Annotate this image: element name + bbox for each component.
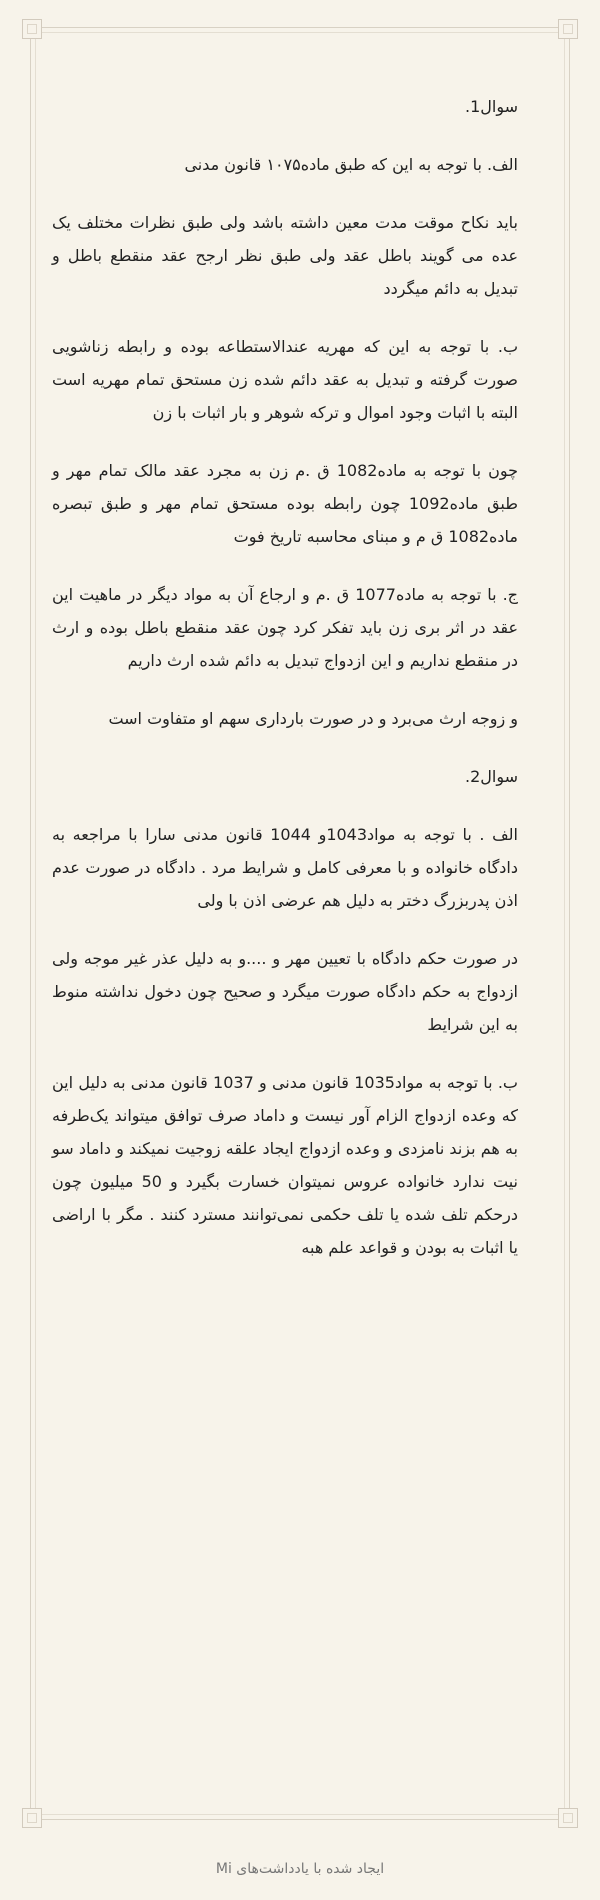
- note-paragraph: چون با توجه به ماده1082 ق .م زن به مجرد عقد مالک تمام مهر و طبق ماده1092 چون رابطه بوده مستحق تمام مهر و طبق تبصره ماده1082 ق م و مبنای محاسبه تاریخ فوت: [52, 461, 518, 546]
- corner-ornament-bottom-left: [22, 1808, 42, 1828]
- footer-created-with: ایجاد شده با یادداشت‌های Mi: [215, 1861, 385, 1877]
- note-paragraph: ب. با توجه به این که مهریه عندالاستطاعه بوده و رابطه زناشویی صورت گرفته و تبدیل به عقد دائم شده زن مستحق تمام مهریه است البته با اثبات وجود اموال و ترکه شوهر و بار اثبات با زن: [52, 337, 518, 422]
- note-paragraph: الف. با توجه به این که طبق ماده۱۰۷۵ قانون مدنی: [184, 155, 518, 174]
- question-2-heading: سوال2.: [464, 767, 518, 786]
- note-paragraph: الف . با توجه به مواد1043و 1044 قانون مدنی سارا با مراجعه به دادگاه خانواده و با معرفی کامل و شرایط مرد . دادگاه در صورت عدم اذن پدربزرگ دختر به دلیل هم عرضی اذن با ولی: [52, 825, 518, 910]
- corner-ornament-top-left: [22, 19, 42, 39]
- note-paragraph: و زوجه ارث می‌برد و در صورت بارداری سهم او متفاوت است: [108, 709, 518, 728]
- note-content: [52, 90, 518, 1289]
- corner-ornament-bottom-right: [558, 1808, 578, 1828]
- corner-ornament-top-right: [558, 19, 578, 39]
- note-paragraph: باید نکاح موقت مدت معین داشته باشد ولی طبق نظرات مختلف یک عده می گویند باطل عقد ولی طبق نظر ارجح عقد منقطع باطل و تبدیل به دائم میگردد: [52, 213, 518, 298]
- note-paragraph: ب. با توجه به مواد1035 قانون مدنی و 1037 قانون مدنی به دلیل این که وعده ازدواج الزام آور نیست و داماد صرف توافق میتواند یک‌طرفه به هم بزند نامزدی و وعده ازدواج ایجاد علقه زوجیت نمیکند و داماد سو نیت ندارد خانواده عروس نمیتوان خسارت بگیرد و 50 میلیون چون درحکم تلف شده یا تلف حکمی نمی‌توانند مسترد کنند . مگر با اراضی یا اثبات به بودن و قواعد علم هبه: [52, 1073, 519, 1257]
- note-paragraph: در صورت حکم دادگاه با تعیین مهر و ....و به دلیل عذر غیر موجه ولی ازدواج به حکم دادگاه صورت میگرد و صحیح چون دخول نداشته منوط به این شرایط: [52, 949, 518, 1034]
- note-paragraph: ج. با توجه به ماده1077 ق .م و ارجاع آن به مواد دیگر در ماهیت این عقد در اثر بری زن باید تفکر کرد چون عقد منقطع باطل بوده و ارث در منقطع نداریم و این ازدواج تبدیل به دائم شده ارث داریم: [52, 585, 518, 670]
- question-1-heading: سوال1.: [464, 97, 518, 116]
